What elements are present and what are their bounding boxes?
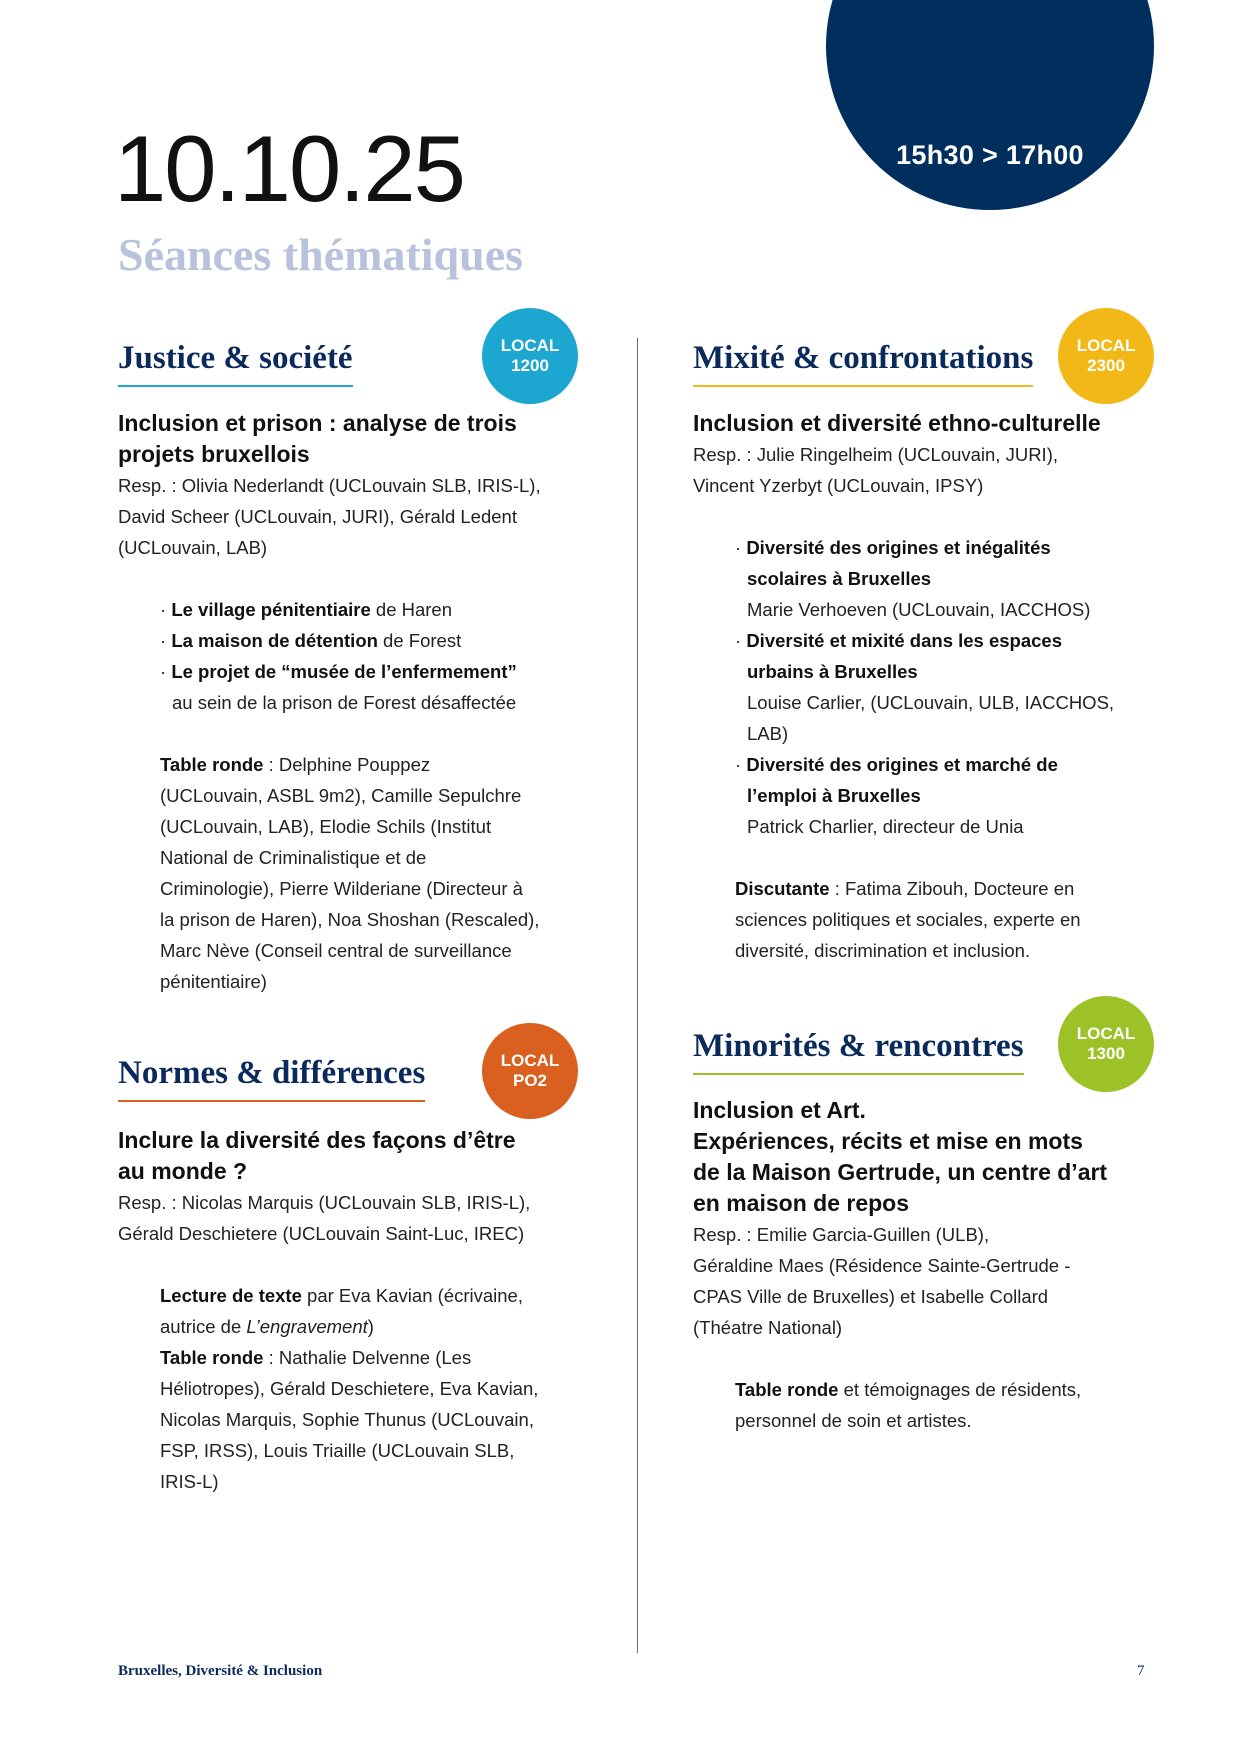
session-title: Inclusion et prison : analyse de trois bbox=[118, 410, 517, 436]
list-item-speaker: Patrick Charlier, directeur de Unia bbox=[747, 816, 1024, 837]
resp-line: (Théatre National) bbox=[693, 1317, 843, 1338]
table-ronde-line: FSP, IRSS), Louis Triaille (UCLouvain SLB, bbox=[160, 1440, 515, 1461]
session-title: Inclusion et Art. bbox=[693, 1097, 866, 1123]
session-mixite bbox=[693, 408, 1213, 966]
list-item-cont: scolaires à Bruxelles bbox=[747, 568, 932, 589]
resp-line: Resp. : Nicolas Marquis (UCLouvain SLB, IRIS-L), bbox=[118, 1192, 531, 1213]
resp-line: Resp. : Emilie Garcia-Guillen (ULB), bbox=[693, 1224, 990, 1245]
local-label: LOCAL bbox=[1076, 1023, 1136, 1043]
session-title: au monde ? bbox=[118, 1158, 248, 1184]
session-title: projets bruxellois bbox=[118, 441, 310, 467]
table-ronde: Table ronde : Delphine Pouppez bbox=[160, 754, 431, 775]
resp-line: Resp. : Julie Ringelheim (UCLouvain, JURI), bbox=[693, 444, 1058, 465]
local-badge-normes bbox=[482, 1023, 578, 1119]
discutante: Discutante : Fatima Zibouh, Docteure en bbox=[735, 878, 1075, 899]
list-item: · Diversité des origines et marché de bbox=[735, 754, 1058, 775]
session-title: Expériences, récits et mise en mots bbox=[693, 1128, 1083, 1154]
session-title: Inclusion et diversité ethno-culturelle bbox=[693, 410, 1101, 436]
session-minorites bbox=[693, 1095, 1213, 1436]
list-item-cont: au sein de la prison de Forest désaffectée bbox=[172, 692, 517, 713]
lecture-texte: Lecture de texte par Eva Kavian (écrivaine, bbox=[160, 1285, 523, 1306]
list-item-speaker: LAB) bbox=[747, 723, 789, 744]
local-number: PO2 bbox=[512, 1071, 548, 1090]
list-item: · Le village pénitentiaire de Haren bbox=[160, 599, 453, 620]
table-ronde-line: Criminologie), Pierre Wilderiane (Directeur à bbox=[160, 878, 523, 899]
resp-line: David Scheer (UCLouvain, JURI), Gérald Ledent bbox=[118, 506, 517, 527]
page-subtitle: Séances thématiques bbox=[118, 229, 524, 280]
local-label: LOCAL bbox=[1076, 335, 1136, 355]
discutante-line: diversité, discrimination et inclusion. bbox=[735, 940, 1031, 961]
session-title: de la Maison Gertrude, un centre d’art bbox=[693, 1159, 1108, 1185]
heading-justice: Justice & société bbox=[118, 342, 353, 387]
resp-line: Géraldine Maes (Résidence Sainte-Gertrude - bbox=[693, 1255, 1071, 1276]
lecture-texte-line: autrice de L’engravement) bbox=[160, 1316, 374, 1337]
list-item-speaker: Louise Carlier, (UCLouvain, ULB, IACCHOS, bbox=[747, 692, 1115, 713]
session-justice bbox=[118, 408, 618, 997]
local-number: 1300 bbox=[1087, 1044, 1125, 1063]
heading-normes: Normes & différences bbox=[118, 1057, 425, 1102]
local-badge-justice bbox=[482, 308, 578, 404]
resp-line: Gérald Deschietere (UCLouvain Saint-Luc, IREC) bbox=[118, 1223, 525, 1244]
heading-minorites: Minorités & rencontres bbox=[693, 1030, 1024, 1075]
table-ronde-line: (UCLouvain, ASBL 9m2), Camille Sepulchre bbox=[160, 785, 522, 806]
time-circle bbox=[826, 0, 1154, 210]
local-number: 2300 bbox=[1087, 356, 1125, 375]
resp-line: Vincent Yzerbyt (UCLouvain, IPSY) bbox=[693, 475, 984, 496]
page-number: 7 bbox=[1137, 1663, 1145, 1679]
page-date: 10.10.25 bbox=[114, 116, 464, 221]
list-item: · Diversité et mixité dans les espaces bbox=[735, 630, 1063, 651]
table-ronde-line: (UCLouvain, LAB), Elodie Schils (Institut bbox=[160, 816, 492, 837]
footer-title: Bruxelles, Diversité & Inclusion bbox=[118, 1663, 323, 1679]
table-ronde: Table ronde et témoignages de résidents, bbox=[735, 1379, 1082, 1400]
local-number: 1200 bbox=[511, 356, 549, 375]
column-divider bbox=[637, 338, 638, 1653]
resp-line: (UCLouvain, LAB) bbox=[118, 537, 268, 558]
local-badge-mixite bbox=[1058, 308, 1154, 404]
list-item-cont: urbains à Bruxelles bbox=[747, 661, 918, 682]
table-ronde-line: Héliotropes), Gérald Deschietere, Eva Kavian, bbox=[160, 1378, 539, 1399]
local-label: LOCAL bbox=[500, 1050, 560, 1070]
table-ronde-line: National de Criminalistique et de bbox=[160, 847, 427, 868]
table-ronde-line: IRIS-L) bbox=[160, 1471, 219, 1492]
heading-mixite: Mixité & confrontations bbox=[693, 342, 1033, 387]
resp-line: Resp. : Olivia Nederlandt (UCLouvain SLB, IRIS-L), bbox=[118, 475, 541, 496]
session-title: Inclure la diversité des façons d’être bbox=[118, 1127, 516, 1153]
session-title: en maison de repos bbox=[693, 1190, 910, 1216]
local-label: LOCAL bbox=[500, 335, 560, 355]
table-ronde-line: la prison de Haren), Noa Shoshan (Rescaled), bbox=[160, 909, 540, 930]
discutante-line: sciences politiques et sociales, experte en bbox=[735, 909, 1081, 930]
list-item-cont: l’emploi à Bruxelles bbox=[747, 785, 921, 806]
session-normes bbox=[118, 1125, 618, 1497]
table-ronde: Table ronde : Nathalie Delvenne (Les bbox=[160, 1347, 472, 1368]
local-badge-minorites bbox=[1058, 996, 1154, 1092]
table-ronde-line: Marc Nève (Conseil central de surveillance bbox=[160, 940, 512, 961]
resp-line: CPAS Ville de Bruxelles) et Isabelle Collard bbox=[693, 1286, 1049, 1307]
table-ronde-line: pénitentiaire) bbox=[160, 971, 267, 992]
list-item: · La maison de détention de Forest bbox=[160, 630, 462, 651]
list-item: · Le projet de “musée de l’enfermement” bbox=[160, 661, 517, 682]
table-ronde-line: personnel de soin et artistes. bbox=[735, 1410, 972, 1431]
list-item-speaker: Marie Verhoeven (UCLouvain, IACCHOS) bbox=[747, 599, 1091, 620]
list-item: · Diversité des origines et inégalités bbox=[735, 537, 1051, 558]
table-ronde-line: Nicolas Marquis, Sophie Thunus (UCLouvain, bbox=[160, 1409, 534, 1430]
session-time: 15h30 > 17h00 bbox=[896, 140, 1084, 170]
